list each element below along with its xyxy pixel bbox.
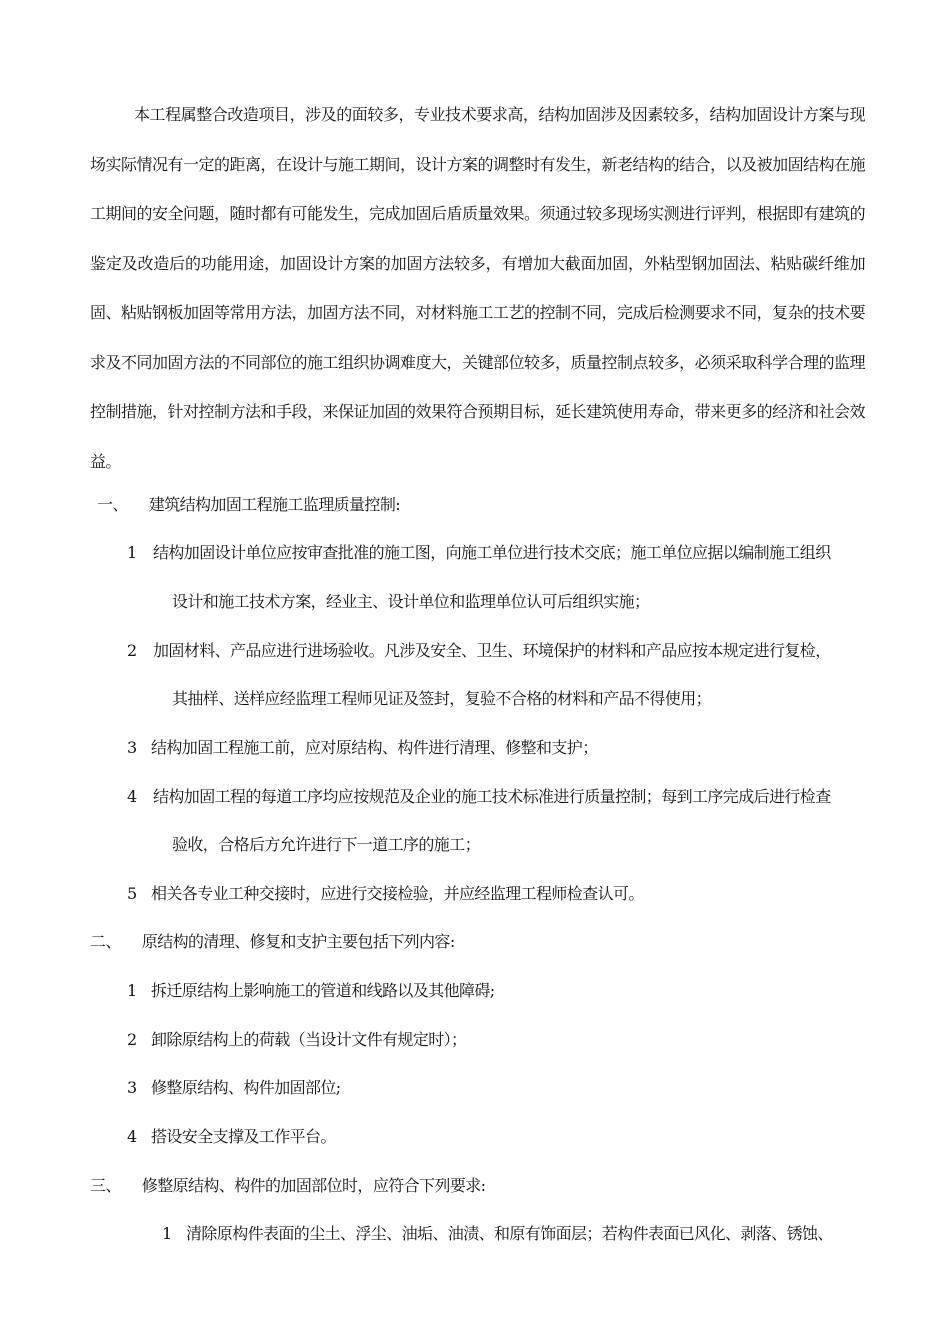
s2-item-3-text: 修整原结构、构件加固部位; [151, 1078, 341, 1097]
s1-item-4 [127, 785, 831, 809]
s2-item-1 [127, 979, 495, 1003]
section-1-heading: 建筑结构加固工程施工监理质量控制: [148, 495, 401, 514]
s2-item-1-text: 拆迁原结构上影响施工的管道和线路以及其他障碍; [151, 981, 495, 1000]
section-1-number: 一、 [97, 495, 128, 514]
s1-item-3 [127, 736, 598, 760]
section-3-number: 三、 [90, 1176, 121, 1195]
s3-item-1-number: 1 [162, 1224, 172, 1243]
s1-item-1-number: 1 [127, 543, 137, 562]
section-2-heading-row [90, 930, 455, 954]
s1-item-1-text: 结构加固设计单位应按审查批准的施工图，向施工单位进行技术交底；施工单位应据以编制施工组织 [153, 543, 831, 562]
section-2-heading: 原结构的清理、修复和支护主要包括下列内容: [141, 932, 455, 951]
section-2-number: 二、 [90, 932, 121, 951]
intro-paragraph: 本工程属整合改造项目，涉及的面较多，专业技术要求高，结构加固涉及因素较多，结构加固设计方案与现场实际情况有一定的距离，在设计与施工期间，设计方案的调整时有发生，新老结构的结合，以及被加固结构在施工期间的安全问题，随时都有可能发生，完成加固后盾质量效果。须通过较多现场实测进行评判，根据即有建筑的鉴定及改造后的功能用途，加固设计方案的加固方法较多，有增加大截面加固，外粘型钢加固法、粘贴碳纤维加固、粘贴钢板加固等常用方法，加固方法不同，对材料施工工艺的控制不同，完成后检测要求不同，复杂的技术要求及不同加固方法的不同部位的施工组织协调难度大，关键部位较多，质量控制点较多，必须采取科学合理的监理控制措施，针对控制方法和手段，来保证加固的效果符合预期目标，延长建筑使用寿命，带来更多的经济和社会效益。 [90, 105, 865, 471]
s2-item-1-number: 1 [127, 981, 137, 1000]
s1-item-4-cont: 验收，合格后方允许进行下一道工序的施工； [172, 835, 481, 854]
s2-item-2 [127, 1028, 466, 1052]
s1-item-5 [127, 882, 644, 906]
s1-item-2 [127, 639, 831, 663]
s1-item-1-cont: 设计和施工技术方案，经业主、设计单位和监理单位认可后组织实施； [172, 592, 650, 611]
s1-item-5-text: 相关各专业工种交接时，应进行交接检验，并应经监理工程师检查认可。 [151, 884, 644, 903]
s2-item-2-text: 卸除原结构上的荷载（当设计文件有规定时）； [151, 1030, 467, 1049]
s1-item-2-text: 加固材料、产品应进行进场验收。凡涉及安全、卫生、环境保护的材料和产品应按本规定进行复检， [153, 641, 831, 660]
s1-item-2-cont: 其抽样、送样应经监理工程师见证及签封，复验不合格的材料和产品不得使用； [172, 689, 712, 708]
s1-item-2-number: 2 [127, 641, 137, 660]
section-3-heading-row [90, 1174, 485, 1198]
s2-item-4-number: 4 [127, 1127, 137, 1146]
s1-item-3-number: 3 [127, 738, 137, 757]
section-3-heading: 修整原结构、构件的加固部位时，应符合下列要求: [141, 1176, 486, 1195]
s2-item-3 [127, 1076, 341, 1100]
s1-item-5-number: 5 [127, 884, 137, 903]
s2-item-3-number: 3 [127, 1078, 137, 1097]
s3-item-1 [162, 1222, 833, 1246]
s1-item-4-text: 结构加固工程的每道工序均应按规范及企业的施工技术标准进行质量控制；每到工序完成后进行检查 [153, 787, 831, 806]
s2-item-2-number: 2 [127, 1030, 137, 1049]
s1-item-4-number: 4 [127, 787, 137, 806]
section-1-heading-row [97, 493, 400, 517]
s2-item-4-text: 搭设安全支撑及工作平台。 [151, 1127, 336, 1146]
s1-item-1 [127, 541, 831, 565]
s3-item-1-text: 清除原构件表面的尘土、浮尘、油垢、油渍、和原有饰面层；若构件表面已风化、剥落、锈蚀、 [186, 1224, 833, 1243]
s2-item-4 [127, 1125, 336, 1149]
s1-item-3-text: 结构加固工程施工前，应对原结构、构件进行清理、修整和支护； [151, 738, 598, 757]
